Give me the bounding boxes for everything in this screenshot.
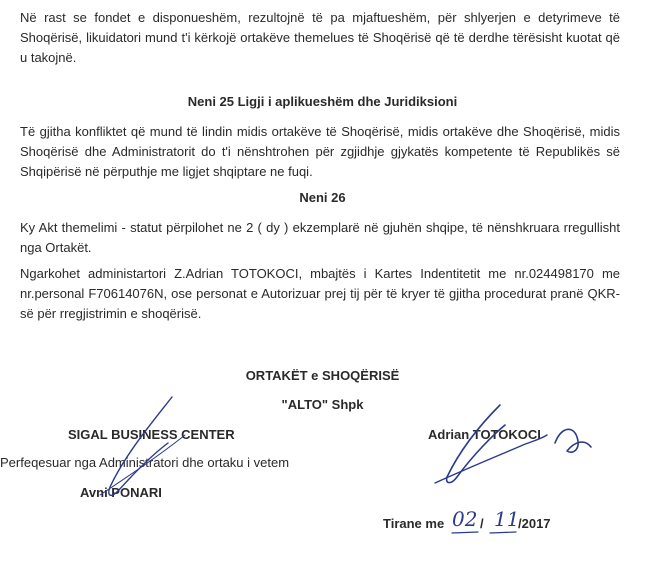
liquidation-paragraph: Në rast se fondet e disponueshëm, rezultojnë të pa mjaftueshëm, për shlyerjen e detyrimeve të Shoqërisë, likuidatori mund t'i kërkojë ortakëve themelues të Shoqërisë që të derdhe tërësisht kuotat që u takojnë. (20, 10, 620, 65)
left-representative-role: Perfeqesuar nga Administratori dhe ortaku i vetem (0, 455, 290, 470)
date-separator: / (480, 516, 484, 531)
signing-year: /2017 (518, 516, 551, 531)
copies-paragraph: Ky Akt themelimi - statut përpilohet ne 2 ( dy ) ekzemplarë në gjuhën shqipe, të nënshkruara rregullisht nga Ortakët. (20, 220, 620, 255)
article-25-heading: Neni 25 Ligji i aplikueshëm dhe Juridiksioni (187, 94, 458, 109)
jurisdiction-paragraph: Të gjitha konfliktet që mund të lindin midis ortakëve të Shoqërisë, midis ortakëve dhe Shoqërisë, midis Shoqërisë dhe Administratorit do t'i nënshtrohen për zgjidhje gjykatës kompetente të Republikës së Shqipërisë në përputhje me ligjet shqiptare ne fuqi. (20, 124, 620, 179)
left-signature-scribble (80, 395, 200, 505)
administrator-paragraph: Ngarkohet administartori Z.Adrian TOTOKOCI, mbajtës i Kartes Indentitetit me nr.024498170 me nr.personal F70614076N, ose personat e Autorizuar prej tij për të kryer të gjitha procedurat pranë QKR-së për rregjistrimin e shoqërisë. (20, 266, 620, 321)
left-signatory-name: Avni PONARI (80, 485, 162, 500)
signing-day-handwritten: 02 (452, 507, 478, 531)
article-26-heading: Neni 26 (299, 190, 346, 205)
signing-month-handwritten: 11 (494, 507, 520, 531)
left-entity-name: SIGAL BUSINESS CENTER (68, 427, 235, 442)
partners-title: ORTAKËT e SHOQËRISË (245, 368, 400, 383)
signing-place-label: Tirane me (383, 516, 445, 531)
right-signature-scribble (405, 385, 615, 490)
right-signatory-name: Adrian TOTOKOCI (428, 427, 541, 442)
company-name: "ALTO" Shpk (281, 397, 364, 412)
date-underline (450, 527, 540, 537)
